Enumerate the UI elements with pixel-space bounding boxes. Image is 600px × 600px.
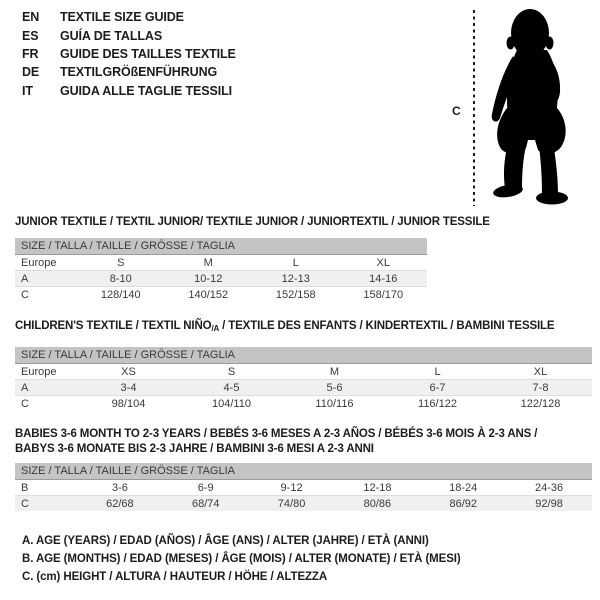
- guide-title: GUÍA DE TALLAS: [60, 28, 163, 43]
- cell: 3-6: [111, 481, 128, 494]
- table-row-europe: [15, 255, 427, 271]
- cell: S: [117, 256, 125, 269]
- size-header-band: [15, 347, 592, 364]
- language-row: [22, 63, 236, 81]
- cell: 10-12: [165, 271, 253, 287]
- cell: 62/68: [77, 496, 163, 512]
- cell: 104/110: [180, 396, 283, 412]
- junior-section-title: JUNIOR TEXTILE / TEXTIL JUNIOR/ TEXTILE JUNIOR / JUNIORTEXTIL / JUNIOR TESSILE: [15, 216, 490, 228]
- children-section-title: [15, 320, 554, 333]
- cell: 24-36: [535, 481, 564, 494]
- cell: 5-6: [283, 380, 386, 396]
- babies-size-table: [15, 463, 592, 511]
- language-code: DE: [22, 65, 40, 80]
- cell: XS: [121, 365, 136, 378]
- cell: 110/116: [283, 396, 386, 412]
- cell: 3-4: [77, 380, 180, 396]
- size-header-label: SIZE / TALLA / TAILLE / GRÖSSE / TAGLIA: [15, 347, 592, 364]
- size-header-band: [15, 463, 592, 480]
- language-code: FR: [22, 46, 39, 61]
- cell: 14-16: [340, 271, 428, 287]
- cell: 98/104: [77, 396, 180, 412]
- children-title-post: / TEXTILE DES ENFANTS / KINDERTEXTIL / BAMBINI TESSILE: [219, 320, 555, 332]
- language-row: [22, 82, 236, 100]
- row-label: C: [15, 287, 77, 303]
- guide-title: GUIDA ALLE TAGLIE TESSILI: [60, 83, 233, 98]
- row-label: Europe: [21, 365, 57, 378]
- cell: S: [227, 365, 236, 378]
- children-title-pre: CHILDREN'S TEXTILE / TEXTIL NIÑO: [15, 320, 212, 332]
- cell: 9-12: [280, 481, 303, 494]
- legend-line-b: B. AGE (MONTHS) / EDAD (MESES) / ÂGE (MOIS) / ALTER (MONATE) / ETÀ (MESI): [22, 553, 461, 565]
- row-label: C: [15, 496, 77, 512]
- cell: 92/98: [506, 496, 592, 512]
- cell: M: [203, 256, 213, 269]
- guide-title: TEXTILE SIZE GUIDE: [60, 10, 184, 25]
- cell: 128/140: [77, 287, 165, 303]
- row-label: Europe: [21, 256, 57, 269]
- language-code: ES: [22, 28, 39, 43]
- babies-title-line2: BABYS 3-6 MONATE BIS 2-3 JAHRE / BAMBINI 3-6 MESI A 2-3 ANNI: [15, 442, 374, 455]
- height-measure-label: C: [452, 104, 461, 118]
- cell: 18-24: [449, 481, 478, 494]
- cell: 6-9: [197, 481, 214, 494]
- table-row-height: [15, 496, 592, 512]
- table-row-age: [15, 380, 592, 396]
- legend-line-c: C. (cm) HEIGHT / ALTURA / HAUTEUR / HÖHE / ALTEZZA: [22, 571, 328, 583]
- cell: 86/92: [420, 496, 506, 512]
- toddler-silhouette: [483, 4, 600, 207]
- cell: 7-8: [489, 380, 592, 396]
- row-label: A: [15, 380, 77, 396]
- cell: 68/74: [163, 496, 249, 512]
- cell: 122/128: [489, 396, 592, 412]
- table-row-age-months: [15, 480, 592, 496]
- cell: XL: [533, 365, 548, 378]
- row-label: B: [21, 481, 29, 494]
- legend-line-a: A. AGE (YEARS) / EDAD (AÑOS) / ÂGE (ANS) / ALTER (JAHRE) / ETÀ (ANNI): [22, 535, 429, 547]
- table-row-height: [15, 396, 592, 412]
- cell: 80/86: [334, 496, 420, 512]
- guide-title: TEXTILGRÖßENFÜHRUNG: [60, 65, 218, 80]
- cell: 8-10: [77, 271, 165, 287]
- cell: M: [329, 365, 340, 378]
- size-header-label: SIZE / TALLA / TAILLE / GRÖSSE / TAGLIA: [15, 463, 592, 480]
- babies-section-title: [15, 427, 537, 456]
- cell: XL: [376, 256, 390, 269]
- size-header-band: [15, 238, 427, 255]
- babies-title-line1: BABIES 3-6 MONTH TO 2-3 YEARS / BEBÉS 3-6 MESES A 2-3 AÑOS / BÉBÉS 3-6 MOIS À 2-3 ANS /: [15, 428, 538, 440]
- cell: 116/122: [386, 396, 489, 412]
- cell: 140/152: [165, 287, 253, 303]
- children-size-table: [15, 347, 592, 411]
- children-title-subscript: /A: [211, 324, 220, 333]
- language-row: [22, 45, 236, 63]
- language-code: EN: [22, 10, 40, 25]
- cell: 4-5: [180, 380, 283, 396]
- cell: L: [292, 256, 299, 269]
- height-measure-dashed-line: [473, 10, 475, 206]
- table-row-age: [15, 271, 427, 287]
- table-row-height: [15, 287, 427, 303]
- cell: 12-18: [363, 481, 392, 494]
- row-label: A: [15, 271, 77, 287]
- language-row: [22, 8, 236, 26]
- legend: [22, 532, 461, 586]
- size-header-label: SIZE / TALLA / TAILLE / GRÖSSE / TAGLIA: [15, 238, 427, 255]
- cell: L: [434, 365, 441, 378]
- language-title-list: [22, 8, 236, 100]
- cell: 152/158: [252, 287, 340, 303]
- cell: 12-13: [252, 271, 340, 287]
- cell: 6-7: [386, 380, 489, 396]
- junior-size-table: [15, 238, 427, 302]
- cell: 74/80: [249, 496, 335, 512]
- table-row-europe: [15, 364, 592, 380]
- row-label: C: [15, 396, 77, 412]
- language-code: IT: [22, 83, 33, 98]
- cell: 158/170: [340, 287, 428, 303]
- guide-title: GUIDE DES TAILLES TEXTILE: [60, 46, 236, 61]
- language-row: [22, 26, 236, 44]
